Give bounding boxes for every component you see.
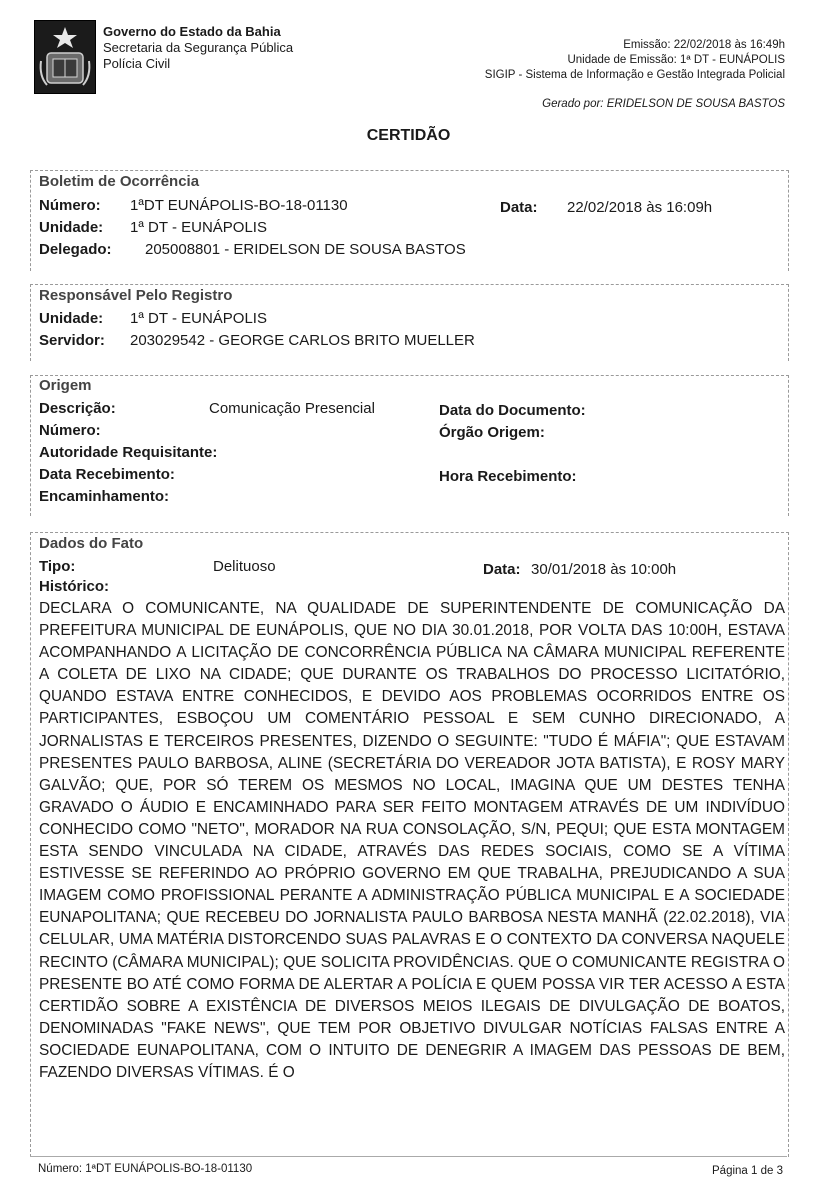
servidor-value: 203029542 - GEORGE CARLOS BRITO MUELLER (130, 332, 475, 349)
org-line-2: Secretaria da Segurança Pública (103, 40, 294, 55)
footer-divider (30, 1156, 787, 1157)
emission-unit: Unidade de Emissão: 1ª DT - EUNÁPOLIS (567, 54, 785, 66)
historico-text: DECLARA O COMUNICANTE, NA QUALIDADE DE SUPERINTENDENTE DE COMUNICAÇÃO DA PREFEITURA MUNICIPAL DE EUNÁPOLIS, QUE NO DIA 30.01.2018, POR VOLTA DAS 10:00H, ESTAVA ACOMPANHANDO A LICITAÇÃO DE CONCORRÊNCIA PÚBLICA NA CÂMARA MUNICIPAL REFERENTE A COLETA DE LIXO NA CIDADE; QUE DURANTE OS TRABALHOS DO PROCESSO LICITATÓRIO, QUANDO ESTAVA ENTRE CONHECIDOS, E DEVIDO AOS PROBLEMAS OCORRIDOS ENTRE OS PARTICIPANTES, ESBOÇOU UM COMENTÁRIO PESSOAL E SEM CUNHO DIRECIONADO, A JORNALISTAS E TERCEIROS PRESENTES, DIZENDO O SEGUINTE: "TUDO É MÁFIA"; QUE ESTAVAM PRESENTES PAULO BARBOSA, ALINE (SECRETÁRIA DO VEREADOR JOTA BATISTA), E ROSY MARY GALVÃO; QUE, POR SÓ TEREM OS MESMOS NO LOCAL, IMAGINA QUE UM DESTES TENHA GRAVADO O ÁUDIO E ENCAMINHADO PARA SER FEITO MONTAGEM ATRAVÉS DE UM INDIVÍDUO CONHECIDO COMO "NETO", MORADOR NA RUA CONSOLAÇÃO, S/N, PEQUI; QUE ESTA MONTAGEM ESTA SENDO VINCULADA NA CIDADE, ATRAVÉS DAS REDES SOCIAIS, COMO SE A VÍTIMA ESTIVESSE SE REFERINDO AO PRÓPRIO GOVERNO EM QUE TRABALHA, PREJUDICANDO A SUA IMAGEM COMO PROFISSIONAL PERANTE A ADMINISTRAÇÃO PÚBLICA MUNICIPAL E A SOCIEDADE EUNAPOLITANA; QUE RECEBEU DO JORNALISTA PAULO BARBOSA NESTA MANHÃ (22.02.2018), VIA CELULAR, UMA MATÉRIA DISTORCENDO SUAS PALAVRAS E O CONTEXTO DA CONVERSA NAQUELE RECINTO (CÂMARA MUNICIPAL); QUE SOLICITA PROVIDÊNCIAS. QUE O COMUNICANTE REGISTRA O PRESENTE BO ATÉ COMO FORMA DE ALERTAR A POLÍCIA E QUEM POSSA VIR TER ACESSO A ESTA CERTIDÃO SOBRE A EXISTÊNCIA DE DIVERSOS MEIOS ILEGAIS DE DIVULGAÇÃO DE BOATOS, DENOMINADAS "FAKE NEWS", QUE TEM POR OBJETIVO DIVULGAR NOTÍCIAS FALSAS ENTRE A SOCIEDADE EUNAPOLITANA, COM O INTUITO DE DENEGRIR A IMAGEM DAS PESSOAS DE BEM, FAZENDO DIVERSAS VÍTIMAS. É O (39, 600, 785, 1081)
system-name: SIGIP - Sistema de Informação e Gestão Integrada Policial (484, 69, 785, 81)
delegado-label: Delegado: (39, 241, 112, 258)
emission-date: Emissão: 22/02/2018 às 16:49h (623, 39, 785, 51)
footer-numero: Número: 1ªDT EUNÁPOLIS-BO-18-01130 (38, 1163, 253, 1175)
resp-unidade-label: Unidade: (39, 310, 104, 327)
org-line-1: Governo do Estado da Bahia (103, 24, 281, 39)
numero-label: Número: (39, 197, 101, 214)
fato-data-value: 30/01/2018 às 10:00h (531, 561, 677, 578)
unidade-value: 1ª DT - EUNÁPOLIS (130, 219, 267, 236)
bahia-coat-of-arms-icon (34, 20, 96, 94)
numero-value: 1ªDT EUNÁPOLIS-BO-18-01130 (130, 197, 348, 214)
tipo-value: Delituoso (213, 558, 276, 575)
unidade-label: Unidade: (39, 219, 104, 236)
resp-unidade-value: 1ª DT - EUNÁPOLIS (130, 310, 267, 327)
section-title-origem: Origem (39, 377, 92, 394)
encaminhamento-label: Encaminhamento: (39, 488, 170, 505)
tipo-label: Tipo: (39, 558, 76, 575)
servidor-label: Servidor: (39, 332, 105, 349)
generated-by: Gerado por: ERIDELSON DE SOUSA BASTOS (542, 98, 785, 110)
autoridade-label: Autoridade Requisitante: (39, 444, 218, 461)
section-title-fato: Dados do Fato (39, 535, 144, 552)
section-title-boletim: Boletim de Ocorrência (39, 173, 200, 190)
descricao-label: Descrição: (39, 400, 116, 417)
data-label: Data: (500, 199, 538, 216)
data-recebimento-label: Data Recebimento: (39, 466, 175, 483)
hora-recebimento-label: Hora Recebimento: (439, 468, 577, 485)
page-title: CERTIDÃO (366, 127, 451, 144)
org-line-3: Polícia Civil (103, 56, 171, 71)
fato-data-label: Data: (483, 561, 521, 578)
descricao-value: Comunicação Presencial (209, 400, 375, 417)
section-title-responsavel: Responsável Pelo Registro (39, 287, 233, 304)
origem-numero-label: Número: (39, 422, 101, 439)
delegado-value: 205008801 - ERIDELSON DE SOUSA BASTOS (145, 241, 466, 258)
header-organization (103, 24, 293, 72)
data-value: 22/02/2018 às 16:09h (567, 199, 713, 216)
data-documento-label: Data do Documento: (439, 402, 586, 419)
historico-label: Histórico: (39, 578, 110, 595)
header-emission-info (485, 38, 785, 83)
footer-page-number: Página 1 de 3 (712, 1165, 783, 1177)
orgao-origem-label: Órgão Origem: (439, 424, 545, 441)
